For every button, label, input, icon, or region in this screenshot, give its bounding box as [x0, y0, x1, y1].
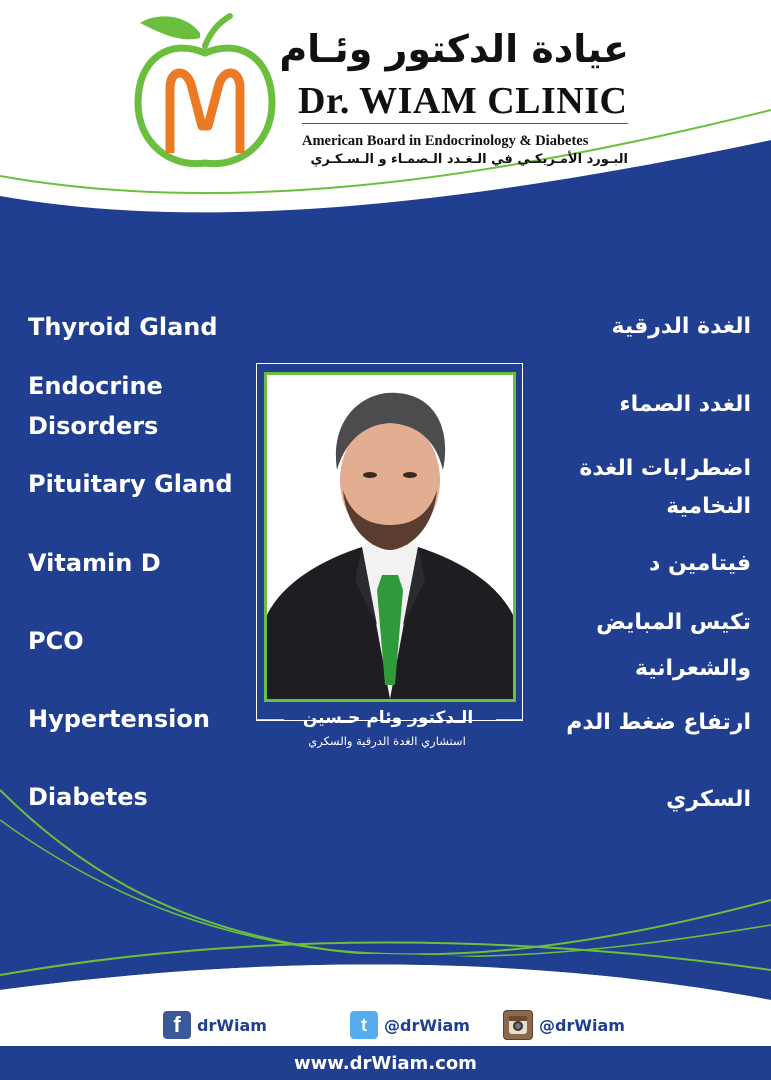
board-certification-english: American Board in Endocrinology & Diabetes	[302, 133, 589, 149]
logo-leaf	[140, 16, 200, 39]
website-link[interactable]: www.drWiam.com	[294, 1052, 477, 1074]
specialty-en-thyroid: Thyroid Gland	[28, 313, 218, 341]
doctor-photo	[264, 372, 516, 702]
specialty-en-pco: PCO	[28, 627, 84, 655]
specialty-en-diabetes: Diabetes	[28, 783, 148, 811]
specialty-en-pituitary: Pituitary Gland	[28, 470, 233, 498]
footer-bar	[0, 1046, 771, 1080]
logo-stem	[205, 16, 230, 46]
twitter-handle: @drWiam	[384, 1015, 470, 1035]
doctor-name: الـدكتور وئام حـسين	[302, 708, 474, 728]
specialty-ar-thyroid: الغدة الدرقية	[611, 314, 751, 339]
twitter-icon: t	[350, 1011, 378, 1039]
specialty-en-endocrine: Endocrine Disorders	[28, 372, 163, 440]
instagram-handle: @drWiam	[539, 1015, 625, 1035]
specialty-en-vitamin-d: Vitamin D	[28, 549, 161, 577]
facebook-handle: drWiam	[197, 1015, 267, 1035]
specialty-ar-endocrine: الغدد الصماء	[619, 392, 751, 417]
header-divider	[302, 123, 628, 124]
specialty-en-hypertension: Hypertension	[28, 705, 210, 733]
social-twitter[interactable]	[350, 1008, 470, 1042]
doctor-title: استشاري الغدة الدرقية والسكري	[308, 734, 466, 748]
specialty-ar-diabetes: السكري	[666, 787, 751, 812]
specialty-ar-hypertension: ارتفاع ضغط الدم	[566, 710, 751, 735]
eye-right	[403, 472, 417, 478]
specialty-ar-pco: تكيس المبايض والشعرانية	[596, 610, 751, 681]
clinic-name-english: Dr. WIAM CLINIC	[298, 80, 628, 122]
instagram-icon	[503, 1010, 533, 1040]
social-facebook[interactable]	[163, 1008, 267, 1042]
specialty-ar-vitamin-d: فيتامين د	[649, 551, 751, 576]
specialty-ar-pituitary: اضطرابات الغدة النخامية	[579, 456, 751, 519]
clinic-name-arabic: عيادة الدكتور وئـام	[279, 27, 629, 71]
social-instagram[interactable]	[503, 1008, 625, 1042]
board-certification-arabic: البـورد الأمـريكـي في الـغـدد الـصمـاء و الـسـكـري	[310, 152, 628, 167]
eye-left	[363, 472, 377, 478]
facebook-icon: f	[163, 1011, 191, 1039]
logo-thyroid-m	[170, 73, 240, 153]
